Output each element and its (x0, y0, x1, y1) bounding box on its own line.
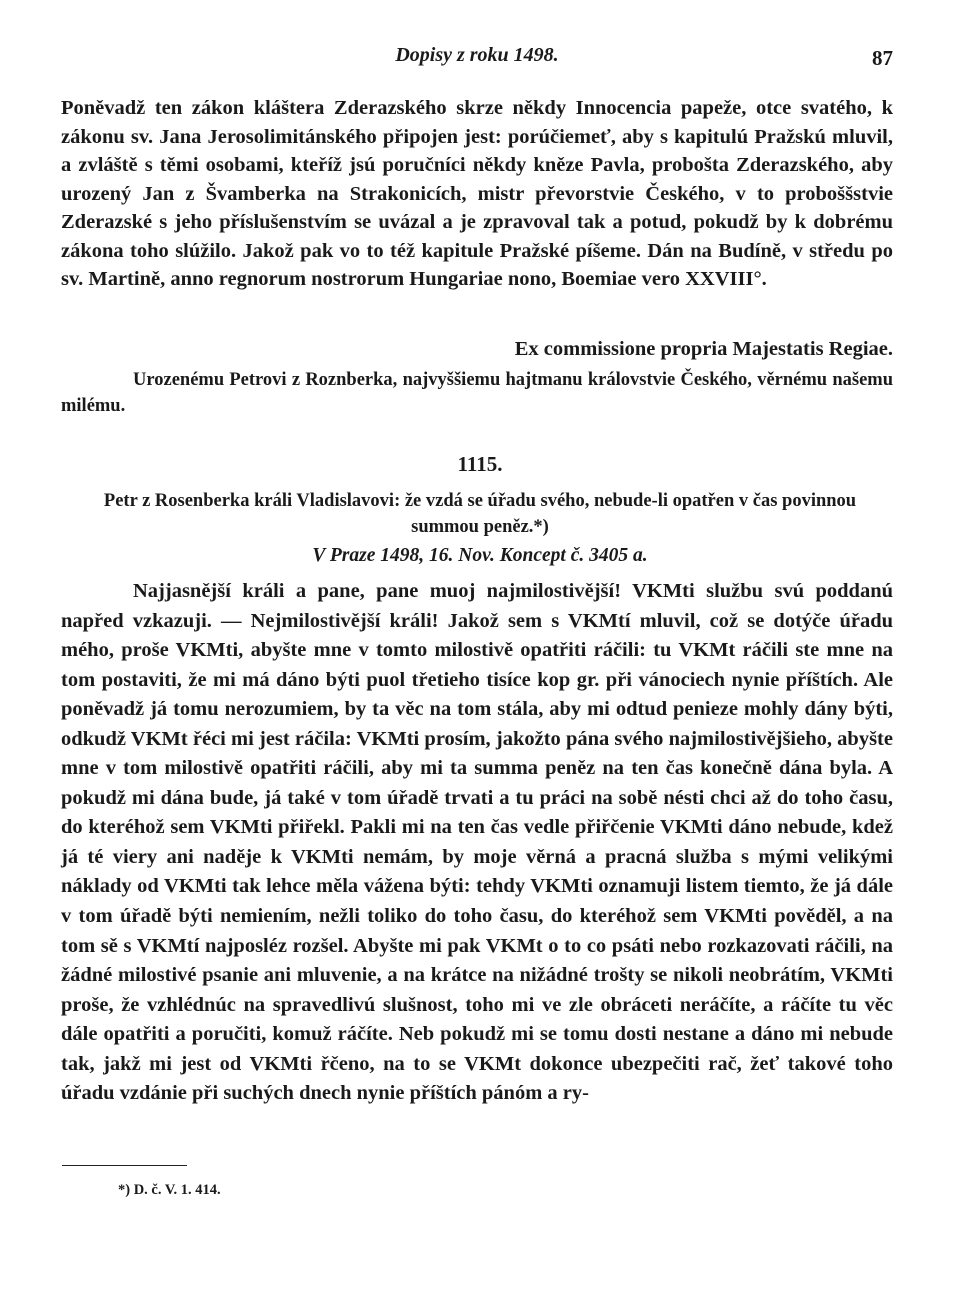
document-number: 1115. (457, 452, 503, 476)
document-dateline: V Praze 1498, 16. Nov. Koncept č. 3405 a. (312, 545, 648, 566)
running-title: Dopisy z roku 1498. (395, 44, 559, 66)
footnote: *) D. č. V. 1. 414. (118, 1182, 221, 1198)
footnote-rule (62, 1165, 187, 1166)
page-number: 87 (872, 46, 893, 70)
chancery-note: Ex commissione propria Majestatis Regiae. (514, 338, 893, 360)
letter-address: Urozenému Petrovi z Roznberka, najvyššiemu hajtmanu královstvie Českého, věrnému našemu milému. (61, 370, 893, 416)
running-head (61, 40, 893, 70)
document-summary: Petr z Rosenberka králi Vladislavovi: že vzdá se úřadu svého, nebude-li opatřen v čas povinnou summou peněz.*) (103, 491, 857, 537)
letter-body: Najjasnější králi a pane, pane muoj najmilostivější! VKMti službu svú poddanú napřed vzkazuji. — Nejmilostivější králi! Jakož sem s VKMtí mluvil, což se dotýče úřadu mého, proše VKMti, abyšte mne v tomto milostivě opatřiti ráčili: tu VKMt ráčili ste mne na tom postaviti, že mi má dáno býti puol třetieho tisíce kop gr. při vánociech nynie příštích. Ale poněvadž já tomu nerozumiem, by ta věc na tom stála, aby mi odtud penieze mohly dány býti, odkudž VKMt řéci mi jest ráčila: VKMti prosím, jakožto pána svého najmilostivějšieho, abyšte mne v tom milostivě opatřiti ráčili, aby mi ta summa peněz na ten čas konečně dána byla. A pokudž mi dána bude, já také v tom úřadě trvati a tu práci na sobě nésti chci až do toho času, do kteréhož sem VKMti přiřekl. Pakli mi na ten čas vedle přiřčenie VKMti dáno nebude, kdež já té viery ani naděje k VKMti nemám, by moje věrná a pracná služba s mými velikými náklady od VKMti tak lehce měla vážena býti: tehdy VKMti oznamuji listem tiemto, že já dále v tom úřadě býti nemiením, nežli toliko do toho času, do kteréhož sem VKMti pověděl, a na tom sě s VKMtí najposléz rozšel. Abyšte mi pak VKMt o to co psáti nebo rozkazovati ráčili, na žádné milostivé psanie ani mluvenie, a na krátce na nižádné trošty se nikoli neobrátím, VKMti proše, že vzhlédnúc na spravedlivú slušnost, toho mi ve zle obráceti neráčíte, a ráčíte tu věc dále opatřiti a poručiti, komuž ráčíte. Neb pokudž mi se tomu dosti nestane a dáno mi nebude tak, jakž mi jest od VKMti řčeno, na to se VKMt dokonce ubezpečiti rač, žeť takové toho úřadu vzdánie při suchých dnech nynie příštích pánóm a ry- (61, 580, 893, 1105)
paragraph-continuation: Poněvadž ten zákon kláštera Zderazského skrze někdy Innocencia papeže, otce svatého, k zákonu sv. Jana Jerosolimitánského připojen jest: porúčiemeť, aby s kapitulú Pražskú mluvil, a zvláště s těmi osobami, kteříž jsú poručníci někdy kněze Pavla, proboštа Zderazského, aby urozený Jan z Švamberka na Strakonicích, mistr převorstvie Českého, v to proboššstvie Zderazské s jeho příslušenstvím se uvázal a je zpravoval tak a potud, pokudž by k dobrému zákona toho slúžilo. Jakož pak vo to též kapitule Pražské píšeme. Dán na Budíně, v středu po sv. Martině, anno regnorum nostrorum Hungariae nono, Boemiae vero XXVIII°. (61, 97, 893, 290)
